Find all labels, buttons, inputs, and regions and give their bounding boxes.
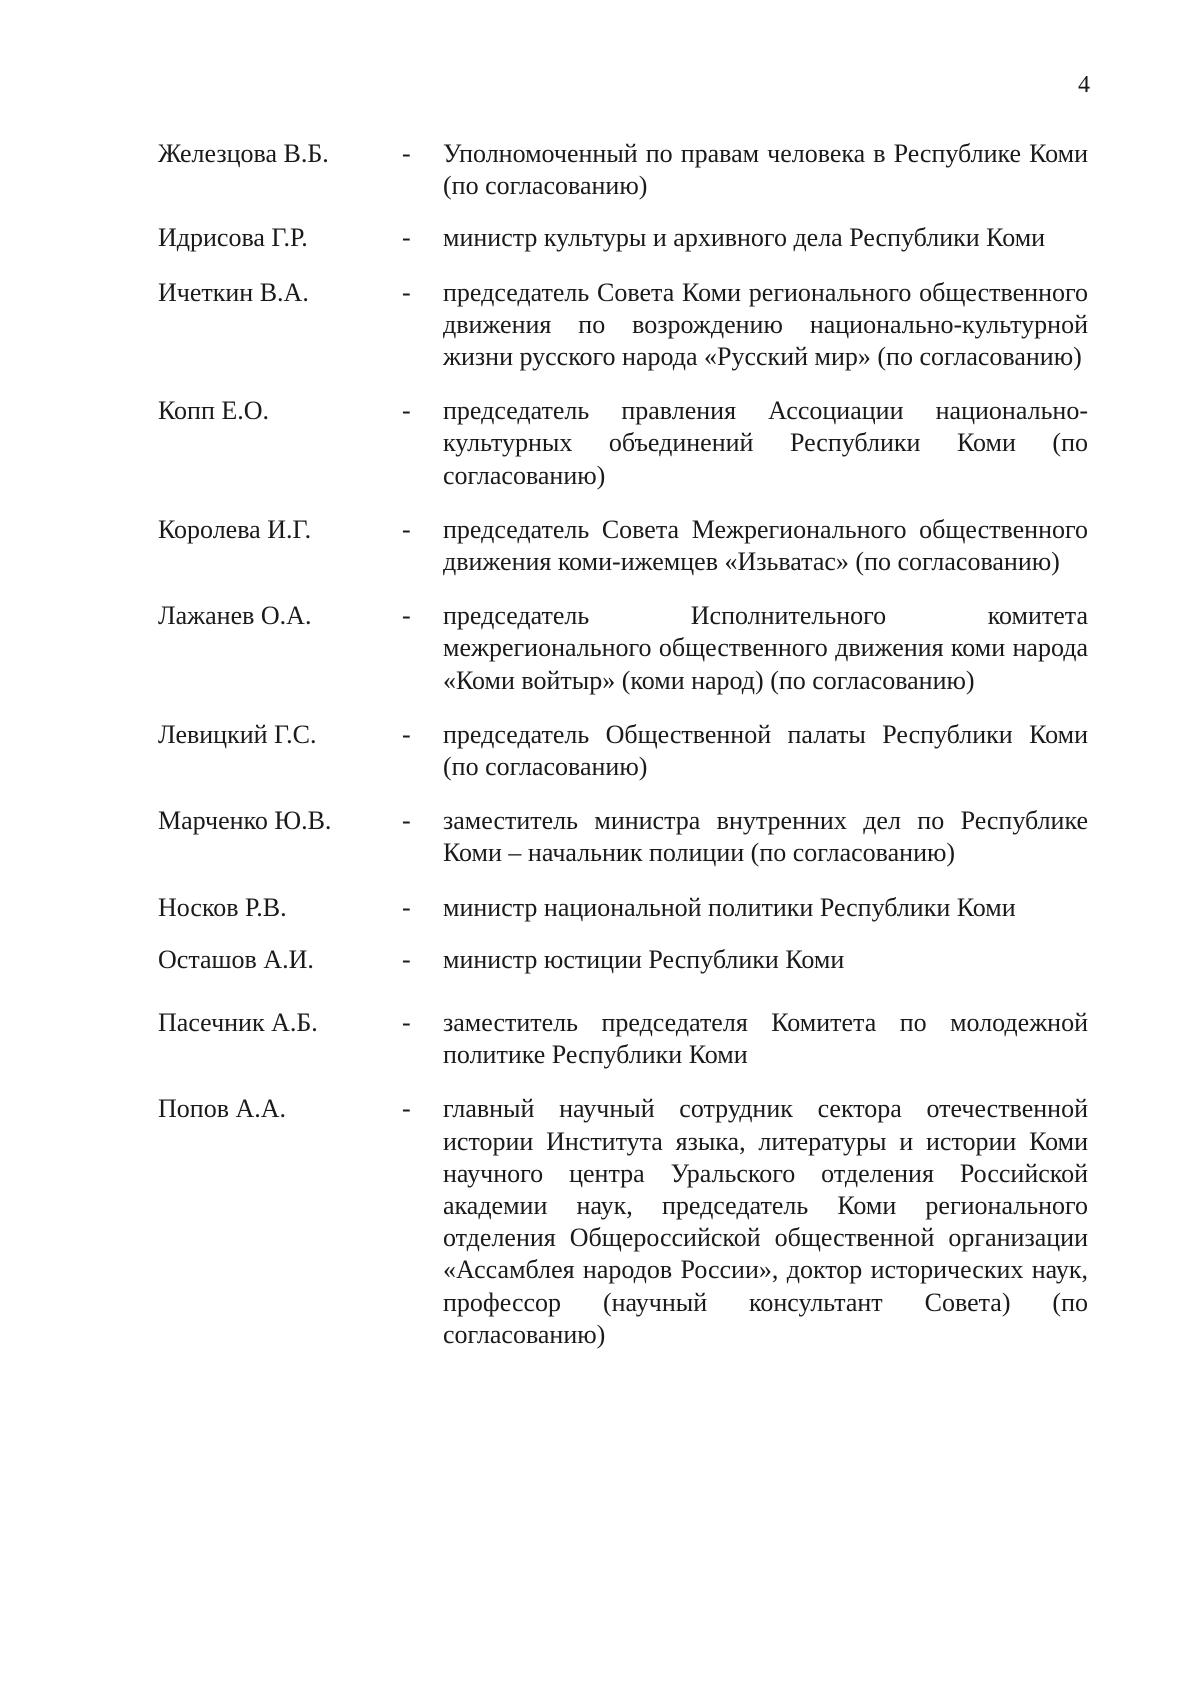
member-name: Королева И.Г. — [158, 514, 312, 544]
member-dash: - — [402, 806, 411, 836]
member-dash: - — [402, 514, 411, 544]
member-row — [0, 138, 1200, 202]
member-name: Левицкий Г.С. — [158, 719, 317, 749]
member-row — [0, 944, 1200, 976]
member-name: Пасечник А.Б. — [158, 1008, 318, 1038]
member-row — [0, 222, 1200, 254]
member-dash: - — [402, 601, 411, 631]
member-description: министр культуры и архивного дела Республики Коми — [443, 223, 1046, 253]
member-name: Копп Е.О. — [158, 396, 270, 426]
member-list — [0, 138, 1200, 1351]
member-dash: - — [402, 139, 411, 168]
page-number: 4 — [1078, 72, 1090, 98]
member-name: Попов А.А. — [158, 1094, 287, 1124]
member-name: Носков Р.В. — [158, 892, 287, 922]
member-dash: - — [402, 719, 411, 749]
member-name: Марченко Ю.В. — [158, 806, 332, 836]
member-row — [0, 395, 1200, 492]
member-description: главный научный сотрудник сектора отечественной истории Института языка, литературы и истории Коми научного центра Уральского отделения Российской академии наук, председатель Коми регионального отделения Общероссийской общественной организации «Ассамблея народов России», доктор исторических наук, профессор (научный консультант Совета) (по согласованию) — [443, 1094, 1088, 1349]
member-name: Железцова В.Б. — [158, 139, 329, 168]
member-name: Лажанев О.А. — [158, 601, 312, 631]
member-row — [0, 514, 1200, 578]
member-description: председатель Исполнительного комитета межрегионального общественного движения коми народа «Коми войтыр» (коми народ) (по согласованию) — [443, 601, 1088, 695]
member-dash: - — [402, 223, 411, 253]
member-dash: - — [402, 944, 411, 974]
member-row — [0, 805, 1200, 869]
member-name: Идрисова Г.Р. — [158, 223, 308, 253]
member-description: министр национальной политики Республики Коми — [443, 892, 1016, 922]
member-row — [0, 277, 1200, 374]
member-row — [0, 892, 1200, 924]
member-row — [0, 1093, 1200, 1351]
member-description: министр юстиции Республики Коми — [443, 944, 845, 974]
member-row — [0, 719, 1200, 783]
member-dash: - — [402, 277, 411, 307]
member-dash: - — [402, 892, 411, 922]
member-name: Ичеткин В.А. — [158, 277, 309, 307]
member-description: председатель правления Ассоциации национально-культурных объединений Республики Коми (по согласованию) — [443, 396, 1088, 490]
member-description: председатель Совета Коми регионального общественного движения по возрождению национально-культурной жизни русского народа «Русский мир» (по согласованию) — [443, 277, 1088, 372]
member-dash: - — [402, 396, 411, 426]
member-row — [0, 1007, 1200, 1071]
member-description: Уполномоченный по правам человека в Республике Коми (по согласованию) — [443, 139, 1088, 201]
member-name: Осташов А.И. — [158, 944, 314, 974]
member-row — [0, 600, 1200, 697]
member-dash: - — [402, 1094, 411, 1124]
member-description: председатель Общественной палаты Республики Коми (по согласованию) — [443, 719, 1088, 782]
member-dash: - — [402, 1008, 411, 1038]
member-description: председатель Совета Межрегионального общественного движения коми-ижемцев «Изьватас» (по согласованию) — [443, 514, 1088, 577]
member-description: заместитель министра внутренних дел по Республике Коми – начальник полиции (по согласованию) — [443, 806, 1088, 868]
member-description: заместитель председателя Комитета по молодежной политике Республики Коми — [443, 1008, 1088, 1070]
